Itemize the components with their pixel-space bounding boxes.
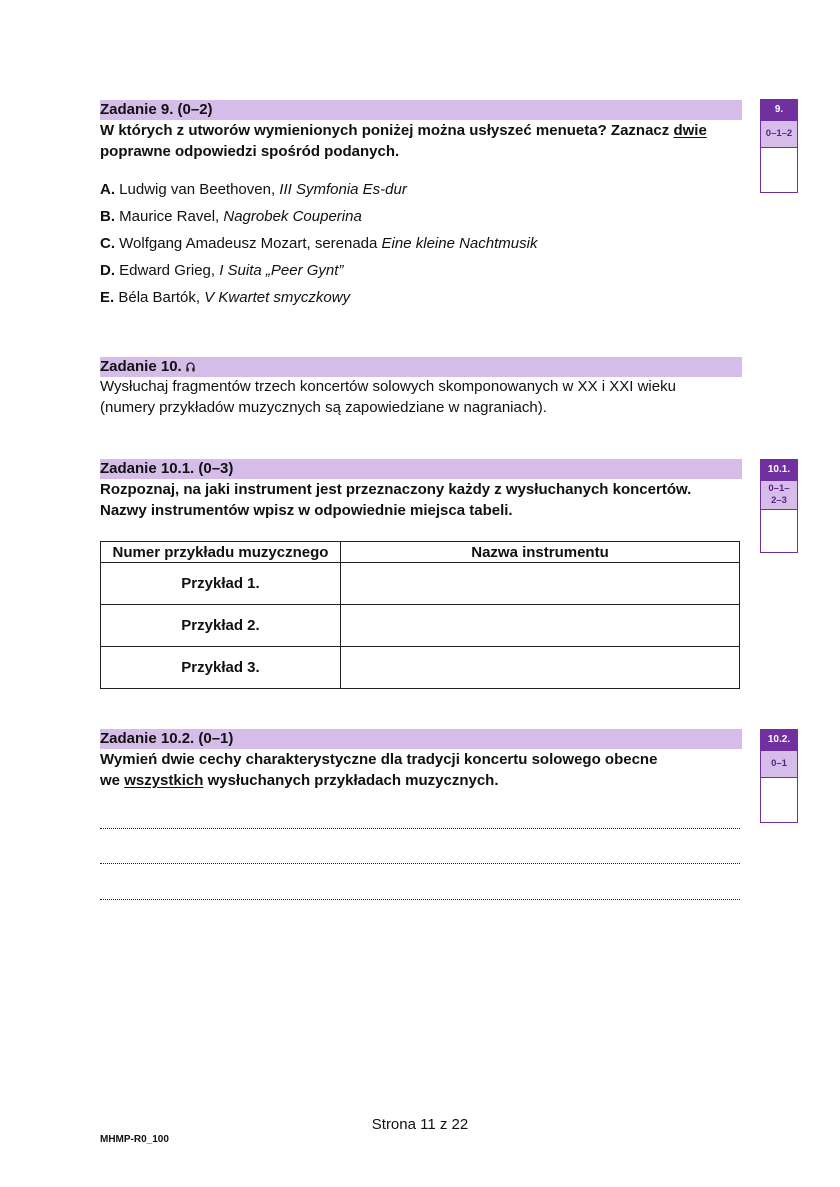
task9-prompt-text-2: poprawne odpowiedzi spośród podanych. <box>100 143 400 160</box>
score-points-line2: 2–3 <box>771 495 787 506</box>
headphones-icon <box>186 362 195 372</box>
table-row-label: Przykład 3. <box>101 647 341 689</box>
option-author: Wolfgang Amadeusz Mozart, serenada <box>115 235 382 252</box>
task10-1-prompt <box>100 479 750 521</box>
task10-2-score-box <box>760 729 798 823</box>
task9-option-e[interactable] <box>100 288 350 308</box>
table-row-label: Przykład 1. <box>101 563 341 605</box>
task10-2-score-entry[interactable] <box>761 778 797 821</box>
task10-2-prompt <box>100 749 750 791</box>
task10-1-score-entry[interactable] <box>761 510 797 551</box>
task9-score-points: 0–1–2 <box>761 120 797 148</box>
task9-option-d[interactable] <box>100 261 343 281</box>
table-header-row <box>101 542 740 563</box>
instrument-answer-cell[interactable] <box>341 605 740 647</box>
option-author: Béla Bartók, <box>114 289 205 306</box>
table-row <box>101 563 740 605</box>
task10-2-prompt-line1: Wymień dwie cechy charakterystyczne dla tradycji koncertu solowego obecne <box>100 751 658 768</box>
option-author: Ludwig van Beethoven, <box>115 181 280 198</box>
task10-1-prompt-line2: Nazwy instrumentów wpisz w odpowiednie miejsca tabeli. <box>100 502 513 519</box>
option-letter: C. <box>100 235 115 252</box>
task10-2-prompt-line2a: we <box>100 772 125 789</box>
table-row <box>101 647 740 689</box>
answer-line-2[interactable] <box>100 853 740 864</box>
option-work: V Kwartet smyczkowy <box>204 289 351 306</box>
score-points-line1: 0–1– <box>768 483 790 494</box>
task10-title-bar <box>100 357 742 377</box>
task10-1-score-points <box>761 480 797 510</box>
option-work: Nagrobek Couperina <box>223 208 362 225</box>
task9-prompt-text: W których z utworów wymienionych poniżej można usłyszeć menueta? Zaznacz <box>100 122 674 139</box>
table-header-cell: Numer przykładu muzycznego <box>101 542 341 563</box>
task10-2-title: Zadanie 10.2. (0–1) <box>100 730 234 747</box>
task10-2-score-number: 10.2. <box>761 730 797 750</box>
option-author: Maurice Ravel, <box>115 208 224 225</box>
task9-title: Zadanie 9. (0–2) <box>100 101 213 118</box>
table-row-label: Przykład 2. <box>101 605 341 647</box>
instrument-answer-cell[interactable] <box>341 647 740 689</box>
option-work: III Symfonia Es-dur <box>279 181 407 198</box>
answer-line-3[interactable] <box>100 889 740 900</box>
task9-option-a[interactable] <box>100 180 407 200</box>
task9-score-entry[interactable] <box>761 148 797 191</box>
task10-2-prompt-emphasis: wszystkich <box>124 772 204 789</box>
task10-title <box>100 357 195 377</box>
option-letter: A. <box>100 181 115 198</box>
task10-1-prompt-line1: Rozpoznaj, na jaki instrument jest przeznaczony każdy z wysłuchanych koncertów. <box>100 481 692 498</box>
exam-code: MHMP-R0_100 <box>100 1134 169 1145</box>
task9-option-b[interactable] <box>100 207 362 227</box>
task9-prompt-emphasis: dwie <box>673 122 707 139</box>
option-work: Eine kleine Nachtmusik <box>381 235 538 252</box>
task10-1-score-box <box>760 459 798 553</box>
instrument-answer-cell[interactable] <box>341 563 740 605</box>
option-author: Edward Grieg, <box>115 262 220 279</box>
task10-intro <box>100 376 750 418</box>
task10-intro-line1: Wysłuchaj fragmentów trzech koncertów solowych skomponowanych w XX i XXI wieku <box>100 378 676 395</box>
task9-prompt <box>100 120 750 162</box>
answer-line-1[interactable] <box>100 818 740 829</box>
option-letter: B. <box>100 208 115 225</box>
task9-score-box <box>760 99 798 193</box>
task10-2-prompt-line2b: wysłuchanych przykładach muzycznych. <box>203 772 499 789</box>
task10-2-score-points: 0–1 <box>761 750 797 778</box>
table-row <box>101 605 740 647</box>
option-work: I Suita „Peer Gynt” <box>219 262 344 279</box>
task9-option-c[interactable] <box>100 234 537 254</box>
task10-title-text: Zadanie 10. <box>100 358 182 375</box>
option-letter: E. <box>100 289 115 306</box>
task10-intro-line2: (numery przykładów muzycznych są zapowiedziane w nagraniach). <box>100 399 547 416</box>
task10-1-title: Zadanie 10.1. (0–3) <box>100 460 234 477</box>
page-number: Strona 11 z 22 <box>371 1116 469 1133</box>
task9-score-number: 9. <box>761 100 797 120</box>
option-letter: D. <box>100 262 115 279</box>
instrument-table <box>100 541 740 689</box>
task10-1-score-number: 10.1. <box>761 460 797 480</box>
table-header-cell: Nazwa instrumentu <box>341 542 740 563</box>
